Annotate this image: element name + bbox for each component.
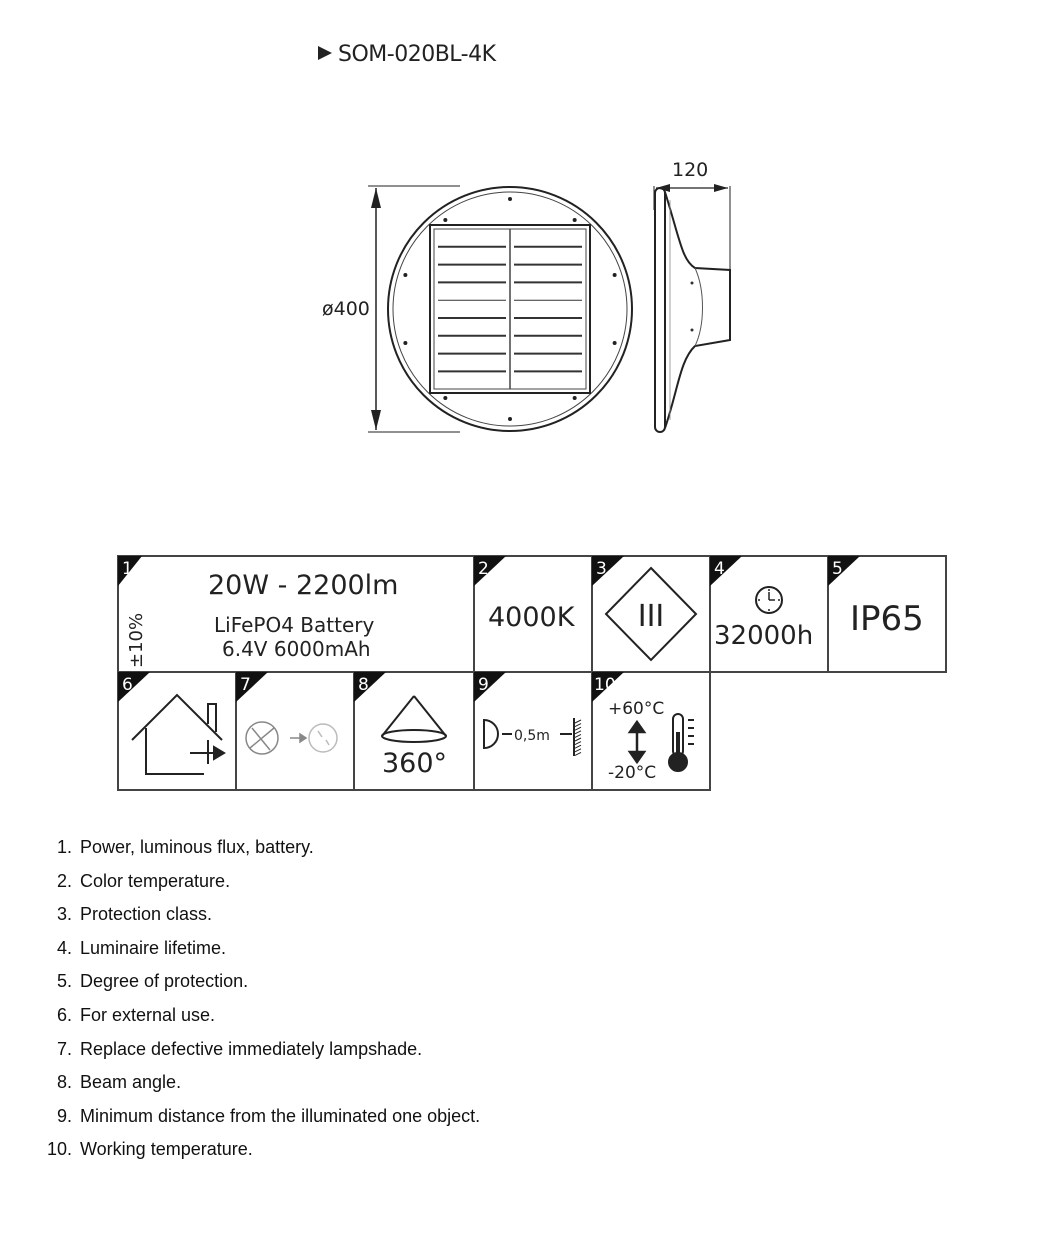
- cell-number: 1: [122, 559, 133, 579]
- cell-number: 6: [122, 675, 133, 695]
- house-exit-icon: [132, 695, 224, 774]
- note-item: 9. Minimum distance from the illuminated one object.: [56, 1105, 481, 1126]
- cell-number: 7: [240, 675, 251, 695]
- spec-cell-beam-angle: [354, 672, 447, 779]
- battery-type: LiFePO4 Battery: [214, 613, 375, 637]
- spec-cell-color-temp: [474, 556, 576, 633]
- front-view: [388, 187, 632, 431]
- protection-class-value: III: [637, 599, 665, 634]
- note-item: 8. Beam angle.: [56, 1072, 182, 1093]
- cell-number: 4: [714, 559, 725, 579]
- spec-cell-protection-class: [592, 556, 696, 660]
- broken-shade-icon: [246, 722, 337, 754]
- model-name: SOM-020BL-4K: [338, 42, 496, 67]
- battery-spec: 6.4V 6000mAh: [222, 637, 371, 661]
- cell-number: 5: [832, 559, 843, 579]
- play-triangle-icon: [318, 46, 332, 60]
- spec-cell-power: [118, 556, 398, 668]
- spec-table: [110, 548, 955, 798]
- note-item: 4. Luminaire lifetime.: [56, 937, 227, 958]
- solar-panel-cells: [438, 229, 582, 389]
- diameter-label: ø400: [322, 298, 370, 320]
- diameter-dimension: [322, 186, 460, 432]
- up-down-arrow-icon: [630, 722, 644, 762]
- cell-number: 8: [358, 675, 369, 695]
- temp-min: -20°C: [608, 763, 657, 783]
- notes-list: [44, 832, 480, 1168]
- note-item: 5. Degree of protection.: [56, 971, 249, 992]
- ip-rating-value: IP65: [850, 599, 924, 639]
- spec-cell-ip-rating: [828, 556, 924, 639]
- cell-number: 2: [478, 559, 489, 579]
- model-title: [318, 42, 496, 67]
- note-item: 6. For external use.: [56, 1004, 216, 1025]
- cell-number: 9: [478, 675, 489, 695]
- min-distance-value: 0,5m: [514, 728, 550, 744]
- depth-label: 120: [672, 159, 709, 181]
- color-temp-value: 4000K: [488, 602, 575, 633]
- spec-cell-min-distance: [474, 672, 581, 756]
- spec-cell-replace-shade: [236, 672, 337, 754]
- power-flux: 20W - 2200lm: [208, 570, 399, 601]
- technical-drawing: [310, 150, 750, 450]
- note-item: 1. Power, luminous flux, battery.: [56, 837, 314, 857]
- spec-cell-working-temp: [592, 672, 694, 783]
- note-item: 10. Working temperature.: [46, 1139, 253, 1160]
- tolerance-label: ±10%: [126, 612, 147, 668]
- cell-number: 10: [594, 675, 616, 695]
- note-item: 7. Replace defective immediately lampshade.: [56, 1038, 423, 1059]
- beam-cone-icon: [382, 696, 446, 742]
- wall-hatch-icon: [575, 720, 581, 755]
- thermometer-icon: [669, 714, 694, 771]
- note-item: 2. Color temperature.: [56, 870, 231, 891]
- lifetime-value: 32000h: [714, 621, 814, 651]
- clock-icon: [756, 587, 782, 613]
- beam-angle-value: 360°: [382, 748, 448, 779]
- temp-max: +60°C: [608, 699, 665, 719]
- cell-number: 3: [596, 559, 607, 579]
- spec-cell-external-use: [118, 672, 224, 774]
- spec-cell-lifetime: [710, 556, 813, 651]
- side-view: [654, 159, 730, 432]
- note-item: 3. Protection class.: [56, 904, 213, 925]
